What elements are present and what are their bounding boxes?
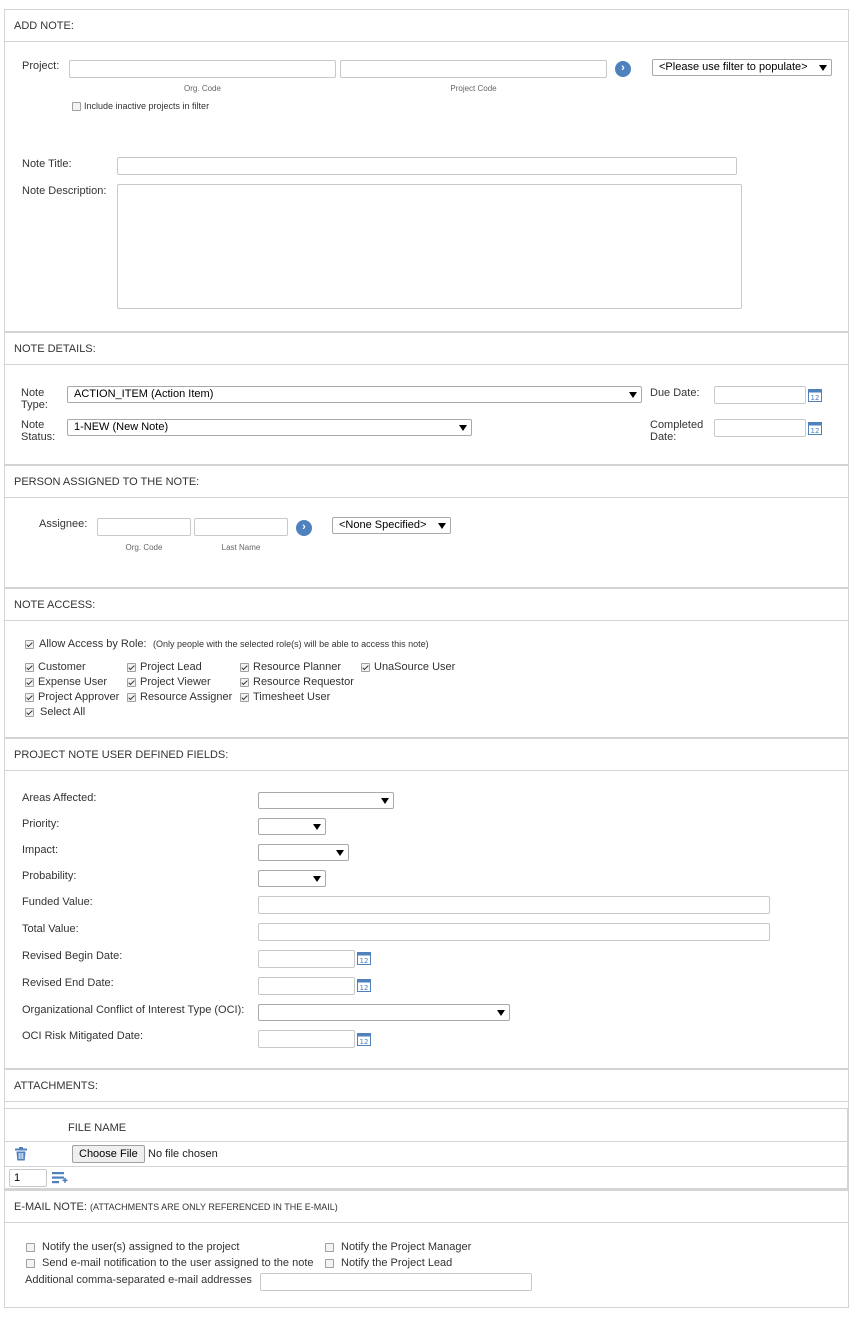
- role-resource-planner-label: Resource Planner: [253, 661, 342, 673]
- attachment-row-count-input[interactable]: [9, 1169, 47, 1187]
- assignee-last-name-input[interactable]: [194, 518, 288, 536]
- project-org-code-sublabel: Org. Code: [184, 84, 221, 93]
- areas-affected-label: Areas Affected:: [22, 792, 97, 804]
- attachments-table: [5, 1108, 848, 1189]
- attachments-panel: [4, 1069, 849, 1190]
- svg-text:12: 12: [359, 984, 369, 992]
- probability-label: Probability:: [22, 870, 77, 882]
- notify-project-manager-checkbox[interactable]: [325, 1243, 334, 1252]
- priority-select[interactable]: [258, 818, 326, 835]
- note-type-label: Note Type:: [21, 387, 48, 411]
- probability-select[interactable]: [258, 870, 326, 887]
- role-expense-user-checkbox[interactable]: [25, 678, 34, 687]
- chevron-down-icon: [313, 876, 321, 882]
- row-divider: [5, 1166, 848, 1167]
- note-type-select[interactable]: [67, 386, 642, 403]
- project-code-sublabel: Project Code: [450, 84, 497, 93]
- add-note-heading: ADD NOTE:: [5, 10, 848, 42]
- chevron-down-icon: [381, 798, 389, 804]
- assignee-heading: PERSON ASSIGNED TO THE NOTE:: [5, 466, 848, 498]
- note-details-heading: NOTE DETAILS:: [5, 333, 848, 365]
- allow-access-note: (Only people with the selected role(s) will be able to access this note): [153, 639, 429, 649]
- file-name-column-header: FILE NAME: [68, 1122, 127, 1134]
- role-project-approver-label: Project Approver: [38, 691, 120, 703]
- due-date-input[interactable]: [714, 386, 806, 404]
- email-note-title: E-MAIL NOTE:: [14, 1201, 87, 1213]
- note-description-textarea[interactable]: [117, 184, 742, 309]
- role-resource-assigner-label: Resource Assigner: [140, 691, 233, 703]
- assignee-last-name-sublabel: Last Name: [221, 543, 261, 552]
- calendar-icon[interactable]: [357, 978, 371, 992]
- priority-label: Priority:: [22, 818, 60, 830]
- chevron-down-icon: [336, 850, 344, 856]
- project-filter-go-button[interactable]: ›: [615, 61, 631, 77]
- no-file-chosen-text: No file chosen: [148, 1148, 218, 1160]
- svg-text:12: 12: [359, 1038, 369, 1046]
- note-status-label: Note Status:: [21, 419, 56, 443]
- oci-type-label: Organizational Conflict of Interest Type (OCI):: [22, 1004, 245, 1016]
- note-title-label: Note Title:: [22, 158, 72, 170]
- assignee-org-code-sublabel: Org. Code: [125, 543, 163, 552]
- header-divider: [5, 1141, 848, 1142]
- oci-risk-mitigated-date-label: OCI Risk Mitigated Date:: [22, 1030, 144, 1042]
- funded-value-label: Funded Value:: [22, 896, 93, 908]
- role-resource-assigner-checkbox[interactable]: [127, 693, 136, 702]
- chevron-down-icon: [819, 65, 827, 71]
- revised-end-date-label: Revised End Date:: [22, 977, 114, 989]
- notify-project-lead-label: Notify the Project Lead: [341, 1257, 453, 1269]
- note-status-select[interactable]: [67, 419, 472, 436]
- role-resource-requestor-label: Resource Requestor: [253, 676, 354, 688]
- role-timesheet-user-label: Timesheet User: [253, 691, 331, 703]
- assignee-org-code-input[interactable]: [97, 518, 191, 536]
- role-timesheet-user-checkbox[interactable]: [240, 693, 249, 702]
- completed-date-label: Completed Date:: [650, 419, 704, 443]
- total-value-input[interactable]: [258, 923, 770, 941]
- attachments-heading: ATTACHMENTS:: [5, 1070, 848, 1102]
- send-notification-label: Send e-mail notification to the user assigned to the note: [42, 1257, 314, 1269]
- include-inactive-label: Include inactive projects in filter: [84, 101, 210, 111]
- project-org-code-input[interactable]: [69, 60, 336, 78]
- email-note-panel: [4, 1190, 849, 1308]
- send-notification-checkbox[interactable]: [26, 1259, 35, 1268]
- impact-select[interactable]: [258, 844, 349, 861]
- svg-text:12: 12: [359, 957, 369, 965]
- select-all-roles-label: Select All: [40, 706, 86, 718]
- assignee-select-value: <None Specified>: [339, 519, 427, 531]
- due-date-label: Due Date:: [650, 387, 700, 399]
- chevron-down-icon: [629, 392, 637, 398]
- select-all-roles-checkbox[interactable]: [25, 708, 34, 717]
- calendar-icon[interactable]: [808, 421, 822, 435]
- svg-text:12: 12: [810, 427, 820, 435]
- assignee-select[interactable]: [332, 517, 451, 534]
- additional-emails-input[interactable]: [260, 1273, 532, 1291]
- role-customer-label: Customer: [38, 661, 86, 673]
- additional-emails-label: Additional comma-separated e-mail addresses: [25, 1274, 252, 1286]
- chevron-down-icon: [438, 523, 446, 529]
- role-unasource-user-checkbox[interactable]: [361, 663, 370, 672]
- allow-access-label: Allow Access by Role:: [39, 638, 147, 650]
- chevron-down-icon: [459, 425, 467, 431]
- project-code-input[interactable]: [340, 60, 607, 78]
- role-project-approver-checkbox[interactable]: [25, 693, 34, 702]
- include-inactive-checkbox[interactable]: [72, 102, 81, 111]
- note-type-value: ACTION_ITEM (Action Item): [74, 388, 214, 400]
- notify-assigned-project-checkbox[interactable]: [26, 1243, 35, 1252]
- note-details-panel: [4, 332, 849, 465]
- role-resource-requestor-checkbox[interactable]: [240, 678, 249, 687]
- chevron-down-icon: [313, 824, 321, 830]
- project-select-value: <Please use filter to populate>: [659, 61, 808, 73]
- notify-assigned-project-label: Notify the user(s) assigned to the project: [42, 1241, 240, 1253]
- note-access-heading: NOTE ACCESS:: [5, 589, 848, 621]
- notify-project-manager-label: Notify the Project Manager: [341, 1241, 472, 1253]
- areas-affected-select[interactable]: [258, 792, 394, 809]
- oci-type-select[interactable]: [258, 1004, 510, 1021]
- role-project-lead-label: Project Lead: [140, 661, 202, 673]
- role-expense-user-label: Expense User: [38, 676, 108, 688]
- completed-date-input[interactable]: [714, 419, 806, 437]
- add-note-panel: [4, 9, 849, 332]
- email-note-subtitle: (ATTACHMENTS ARE ONLY REFERENCED IN THE E-MAIL): [90, 1202, 338, 1212]
- udf-heading: PROJECT NOTE USER DEFINED FIELDS:: [5, 739, 848, 771]
- revised-end-date-input[interactable]: [258, 977, 355, 995]
- chevron-down-icon: [497, 1010, 505, 1016]
- allow-access-by-role-checkbox[interactable]: [25, 640, 34, 649]
- impact-label: Impact:: [22, 844, 59, 856]
- trash-icon[interactable]: [14, 1147, 28, 1161]
- role-project-viewer-label: Project Viewer: [140, 676, 211, 688]
- email-note-heading: [5, 1191, 848, 1223]
- project-label: Project:: [22, 60, 60, 72]
- choose-file-button[interactable]: Choose File: [72, 1145, 145, 1163]
- total-value-label: Total Value:: [22, 923, 79, 935]
- assignee-panel: [4, 465, 849, 588]
- svg-text:12: 12: [810, 394, 820, 402]
- note-status-value: 1-NEW (New Note): [74, 421, 169, 433]
- calendar-icon[interactable]: [808, 388, 822, 402]
- add-rows-icon[interactable]: [52, 1171, 68, 1185]
- calendar-icon[interactable]: [357, 951, 371, 965]
- role-project-lead-checkbox[interactable]: [127, 663, 136, 672]
- role-customer-checkbox[interactable]: [25, 663, 34, 672]
- role-unasource-user-label: UnaSource User: [374, 661, 456, 673]
- role-resource-planner-checkbox[interactable]: [240, 663, 249, 672]
- revised-begin-date-input[interactable]: [258, 950, 355, 968]
- note-title-input[interactable]: [117, 157, 737, 175]
- project-select[interactable]: [652, 59, 832, 76]
- oci-risk-mitigated-date-input[interactable]: [258, 1030, 355, 1048]
- calendar-icon[interactable]: [357, 1032, 371, 1046]
- note-access-panel: [4, 588, 849, 738]
- role-project-viewer-checkbox[interactable]: [127, 678, 136, 687]
- assignee-label: Assignee:: [39, 518, 88, 530]
- revised-begin-date-label: Revised Begin Date:: [22, 950, 123, 962]
- udf-panel: [4, 738, 849, 1069]
- note-description-label: Note Description:: [22, 185, 107, 197]
- funded-value-input[interactable]: [258, 896, 770, 914]
- assignee-filter-go-button[interactable]: ›: [296, 520, 312, 536]
- notify-project-lead-checkbox[interactable]: [325, 1259, 334, 1268]
